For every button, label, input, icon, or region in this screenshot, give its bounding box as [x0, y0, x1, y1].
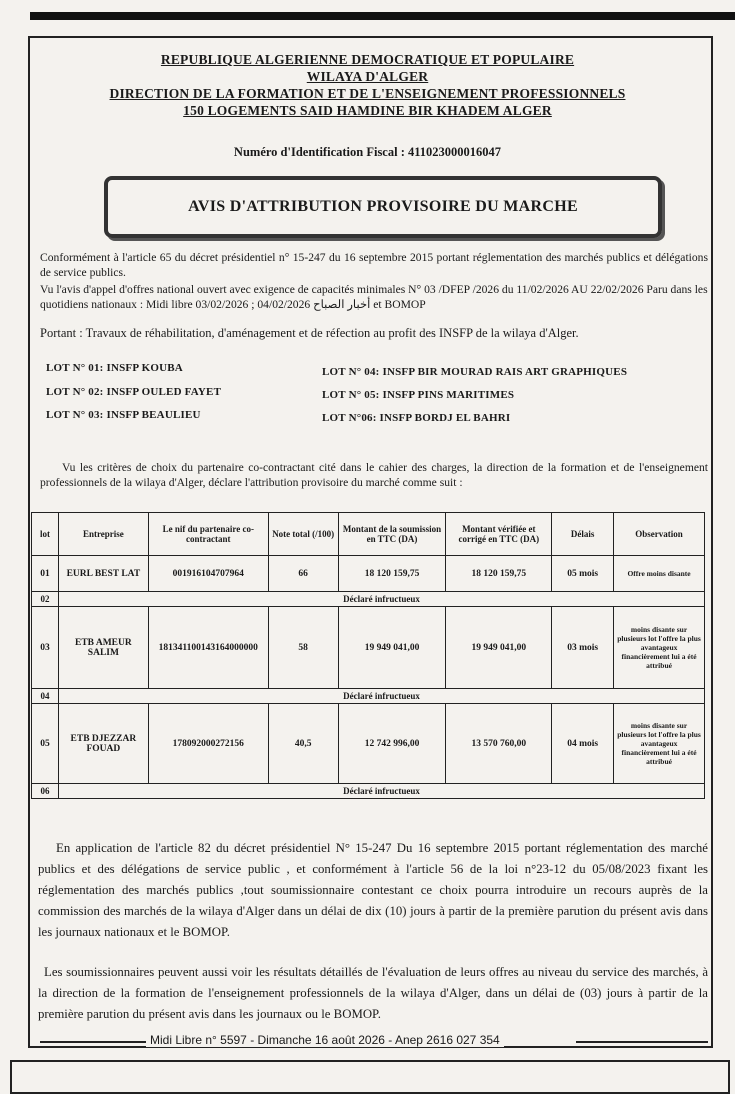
recours-text: En application de l'article 82 du décret présidentiel N° 15-247 Du 16 septembre 2015 portant réglementation des marché publics et des délégations de service public , et conformément à l'article 56 de la loi n°23-12 du 05/08/2023 fixant les réglementation des marchés publics ,tout soumissionnaire contestant ce choix pourra introduire un recours auprès de la commission des marchés de la wilaya d'Alger dans un délai de dix (10) jours à partir de la première parution du présent avis dans les journaux nationaux et le BOMOP. [38, 841, 708, 939]
cell-lot: 02 [32, 592, 59, 607]
cell-montant: 12 742 996,00 [338, 704, 446, 784]
cell-note: 58 [268, 607, 338, 689]
col-header: lot [32, 513, 59, 556]
table-row [32, 592, 705, 607]
cell-infructueux: Déclaré infructueux [58, 592, 704, 607]
cell-observation: moins disante sur plusieurs lot l'offre la plus avantageux financièrement lui a été attribué [614, 704, 705, 784]
col-header: Montant vérifiée et corrigé en TTC (DA) [446, 513, 552, 556]
cell-delais: 04 mois [552, 704, 614, 784]
cell-entreprise: ETB DJEZZAR FOUAD [58, 704, 148, 784]
resultats-text: Les soumissionnaires peuvent aussi voir les résultats détaillés de l'évaluation de leurs offres au niveau du service des marchés, à la direction de la formation de l'enseignement professionnels de la wilaya d'Alger, dans un délai de (03) jours à partir de la première parution du présent avis dans les journaux ou le BOMOP. [38, 965, 708, 1021]
intro-portant: Portant : Travaux de réhabilitation, d'aménagement et de réfection au profit des INSFP de la wilaya d'Alger. [40, 326, 579, 340]
table-row [32, 784, 705, 799]
cell-entreprise: ETB AMEUR SALIM [58, 607, 148, 689]
cell-lot: 05 [32, 704, 59, 784]
publication-footer: Midi Libre n° 5597 - Dimanche 16 août 2026 - Anep 2616 027 354 [146, 1033, 504, 1047]
lot-item: LOT N° 01: INSFP KOUBA [46, 362, 183, 374]
intro-article: Conformément à l'article 65 du décret présidentiel n° 15-247 du 16 septembre 2015 portant réglementation des marchés publics et délégations de service publics. [40, 251, 708, 279]
header-republic: REPUBLIQUE ALGERIENNE DEMOCRATIQUE ET POPULAIRE [160, 52, 575, 67]
decision-text: Vu les critères de choix du partenaire co-contractant cité dans le cahier des charges, la direction de la formation et de l'enseignement professionnels de la wilaya d'Alger, déclare l'attribution provisoire du marché comme suit : [40, 461, 708, 489]
cell-infructueux: Déclaré infructueux [58, 784, 704, 799]
cell-infructueux: Déclaré infructueux [58, 689, 704, 704]
lot-item: LOT N° 03: INSFP BEAULIEU [46, 409, 201, 421]
cell-delais: 03 mois [552, 607, 614, 689]
top-rule [30, 12, 735, 20]
cell-delais: 05 mois [552, 556, 614, 592]
header-wilaya: WILAYA D'ALGER [306, 69, 429, 84]
cell-montant: 18 120 159,75 [338, 556, 446, 592]
lot-item: LOT N°06: INSFP BORDJ EL BAHRI [322, 412, 511, 424]
cell-corrige: 18 120 159,75 [446, 556, 552, 592]
cell-nif: 001916104707964 [148, 556, 268, 592]
lot-item: LOT N° 02: INSFP OULED FAYET [46, 386, 222, 398]
cell-nif: 181341100143164000000 [148, 607, 268, 689]
cell-corrige: 13 570 760,00 [446, 704, 552, 784]
col-header: Note total (/100) [268, 513, 338, 556]
next-notice-edge [10, 1060, 730, 1094]
header-direction: DIRECTION DE LA FORMATION ET DE L'ENSEIGNEMENT PROFESSIONNELS [109, 86, 626, 101]
table-header-row [32, 513, 705, 556]
cell-corrige: 19 949 041,00 [446, 607, 552, 689]
cell-lot: 03 [32, 607, 59, 689]
lot-item: LOT N° 05: INSFP PINS MARITIMES [322, 389, 515, 401]
col-header: Entreprise [58, 513, 148, 556]
cell-note: 66 [268, 556, 338, 592]
table-row [32, 607, 705, 689]
cell-nif: 178092000272156 [148, 704, 268, 784]
col-header: Délais [552, 513, 614, 556]
cell-note: 40,5 [268, 704, 338, 784]
intro-appel-offres: Vu l'avis d'appel d'offres national ouvert avec exigence de capacités minimales N° 03 /DFEP /2026 du 11/02/2026 AU 22/02/2026 Paru dans les quotidiens nationaux : Midi libre 03/02/2026 ; أخبار الصباح 04/02/2026 et BOMOP [40, 283, 708, 311]
footer-rule-right [576, 1041, 708, 1043]
cell-lot: 01 [32, 556, 59, 592]
table-row [32, 689, 705, 704]
cell-observation: moins disante sur plusieurs lot l'offre la plus avantageux financièrement lui a été attribué [614, 607, 705, 689]
col-header: Montant de la soumission en TTC (DA) [338, 513, 446, 556]
cell-lot: 04 [32, 689, 59, 704]
table-row [32, 704, 705, 784]
attribution-table [31, 512, 705, 799]
notice-title: AVIS D'ATTRIBUTION PROVISOIRE DU MARCHE [104, 176, 662, 238]
fiscal-id: Numéro d'Identification Fiscal : 411023000016047 [233, 145, 502, 159]
table-row [32, 556, 705, 592]
lot-item: LOT N° 04: INSFP BIR MOURAD RAIS ART GRAPHIQUES [322, 366, 628, 378]
cell-entreprise: EURL BEST LAT [58, 556, 148, 592]
col-header: Le nif du partenaire co-contractant [148, 513, 268, 556]
col-header: Observation [614, 513, 705, 556]
header-address: 150 LOGEMENTS SAID HAMDINE BIR KHADEM ALGER [183, 103, 552, 118]
cell-montant: 19 949 041,00 [338, 607, 446, 689]
footer-rule-left [40, 1041, 146, 1043]
cell-observation: Offre moins disante [614, 556, 705, 592]
cell-lot: 06 [32, 784, 59, 799]
